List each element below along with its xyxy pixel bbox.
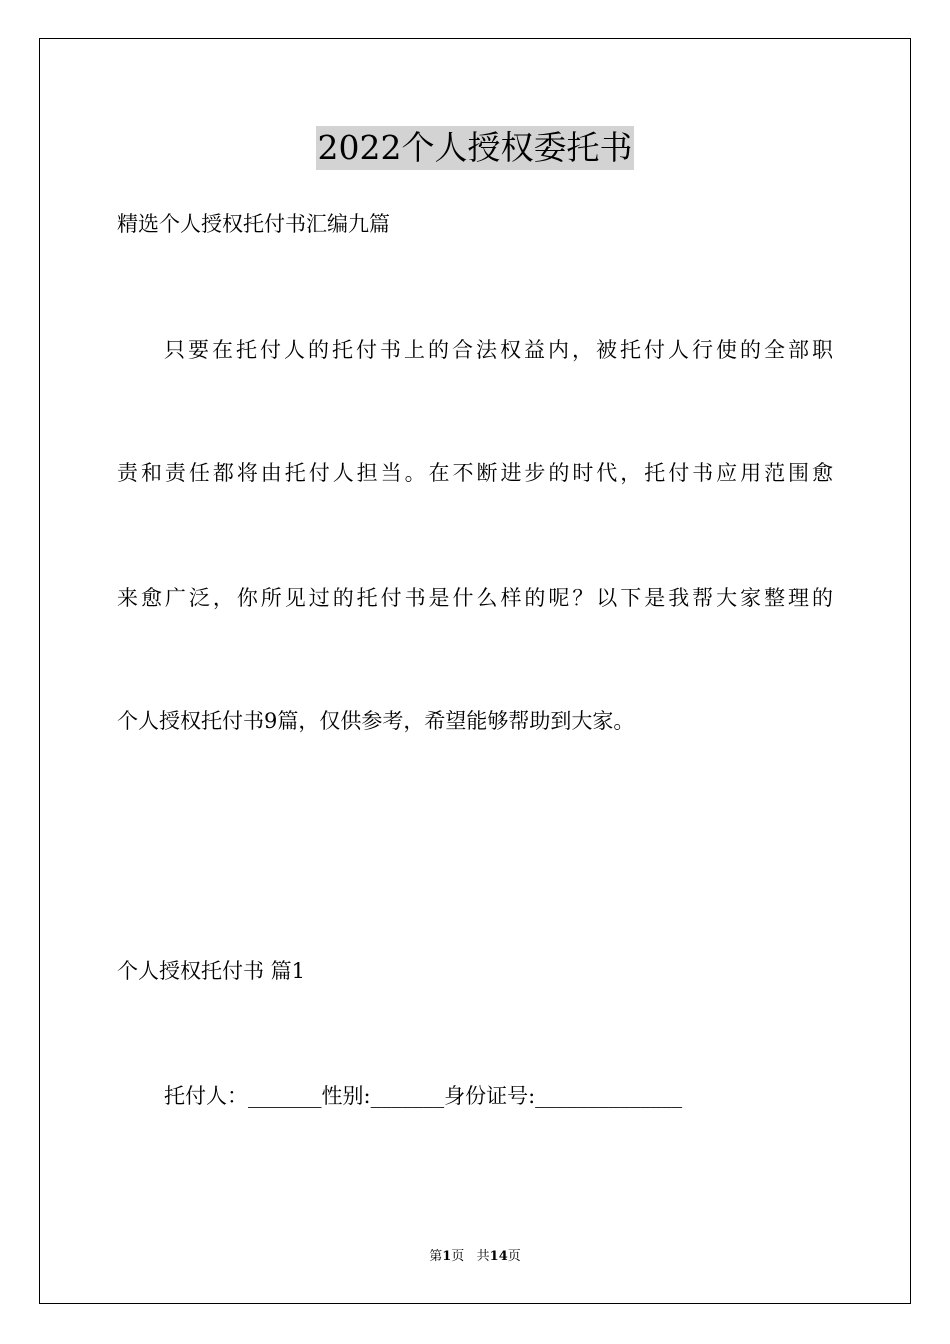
page-footer (0, 1248, 950, 1266)
intro-line-2: 责和责任都将由托付人担当。在不断进步的时代，托付书应用范围愈 (117, 461, 833, 485)
document-title: 2022个人授权委托书 (316, 126, 635, 170)
intro-line-4: 个人授权托付书9篇，仅供参考，希望能够帮助到大家。 (117, 709, 635, 733)
footer-page-total: 14 (489, 1249, 508, 1264)
document-subtitle: 精选个人授权托付书汇编九篇 (117, 212, 390, 236)
intro-line-3: 来愈广泛，你所见过的托付书是什么样的呢？以下是我帮大家整理的 (117, 586, 833, 610)
intro-line-1: 只要在托付人的托付书上的合法权益内，被托付人行使的全部职 (164, 338, 833, 362)
footer-page-mid: 页 共 (451, 1249, 490, 1264)
footer-page-suffix: 页 (507, 1249, 521, 1264)
footer-page-current: 1 (442, 1249, 452, 1264)
form-line: 托付人：_______性别:_______身份证号:______________ (164, 1084, 683, 1108)
title-container (0, 126, 950, 170)
footer-page-prefix: 第 (429, 1249, 443, 1264)
section-heading: 个人授权托付书 篇1 (117, 959, 306, 983)
